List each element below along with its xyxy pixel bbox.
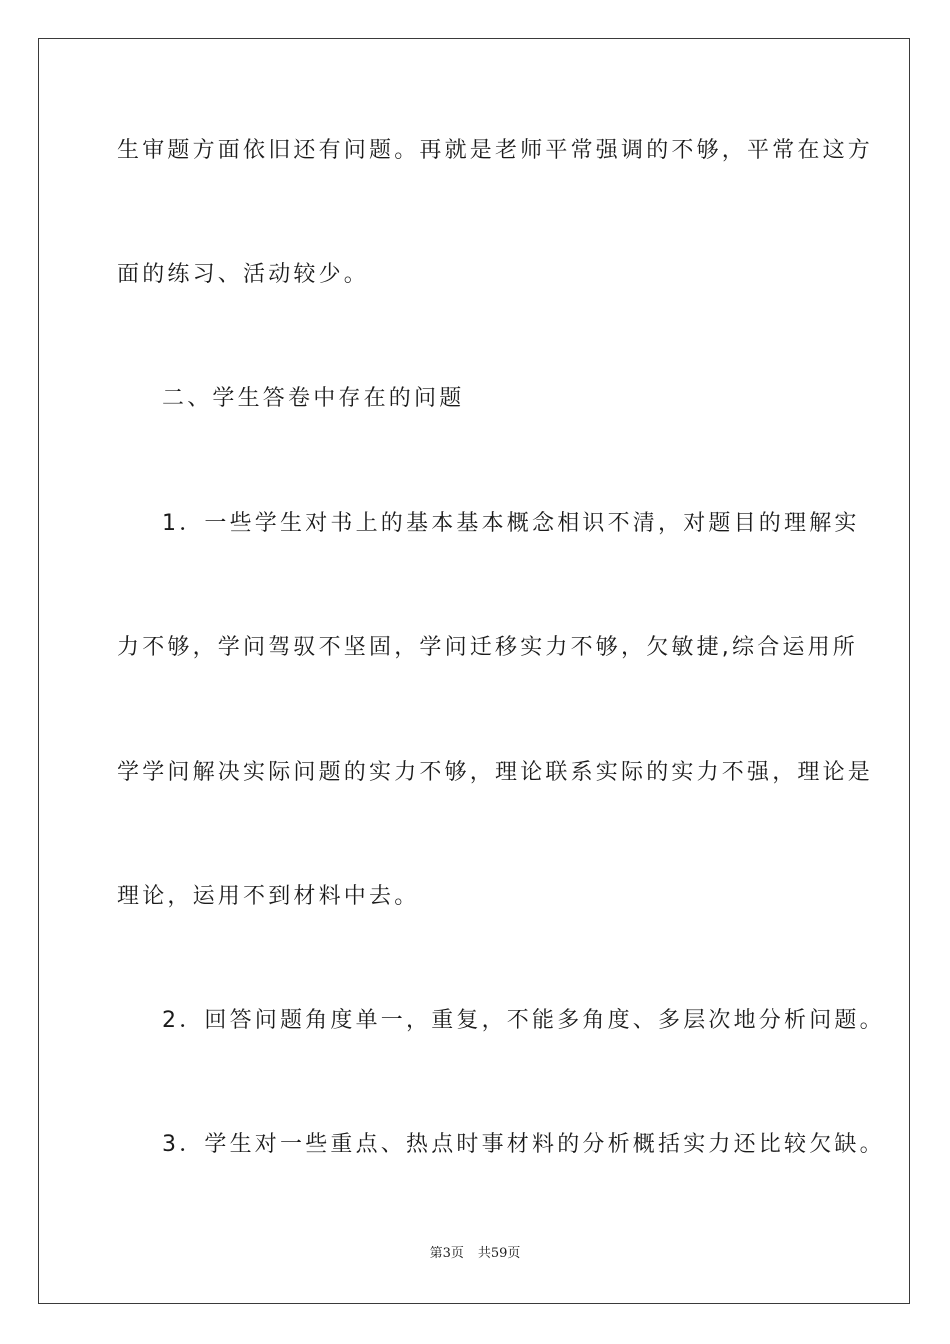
- section-heading: 二、学生答卷中存在的问题: [162, 386, 465, 411]
- paragraph-line: 学学问解决实际问题的实力不够，理论联系实际的实力不强，理论是: [117, 760, 874, 785]
- paragraph-line: 3．学生对一些重点、热点时事材料的分析概括实力还比较欠缺。: [162, 1132, 885, 1157]
- paragraph-line: 力不够，学问驾驭不坚固，学问迁移实力不够，欠敏捷,综合运用所: [117, 635, 858, 660]
- paragraph-line: 2．回答问题角度单一，重复，不能多角度、多层次地分析问题。: [162, 1008, 885, 1033]
- page-number: 第3页: [429, 1246, 464, 1261]
- paragraph-line: 1．一些学生对书上的基本基本概念相识不清，对题目的理解实: [162, 511, 860, 536]
- page-footer: [0, 1245, 950, 1263]
- paragraph-line: 面的练习、活动较少。: [117, 262, 370, 287]
- paragraph-line: 理论，运用不到材料中去。: [117, 884, 420, 909]
- page-total: 共59页: [477, 1246, 521, 1261]
- page-border: [38, 38, 910, 1304]
- paragraph-line: 生审题方面依旧还有问题。再就是老师平常强调的不够，平常在这方: [117, 138, 874, 163]
